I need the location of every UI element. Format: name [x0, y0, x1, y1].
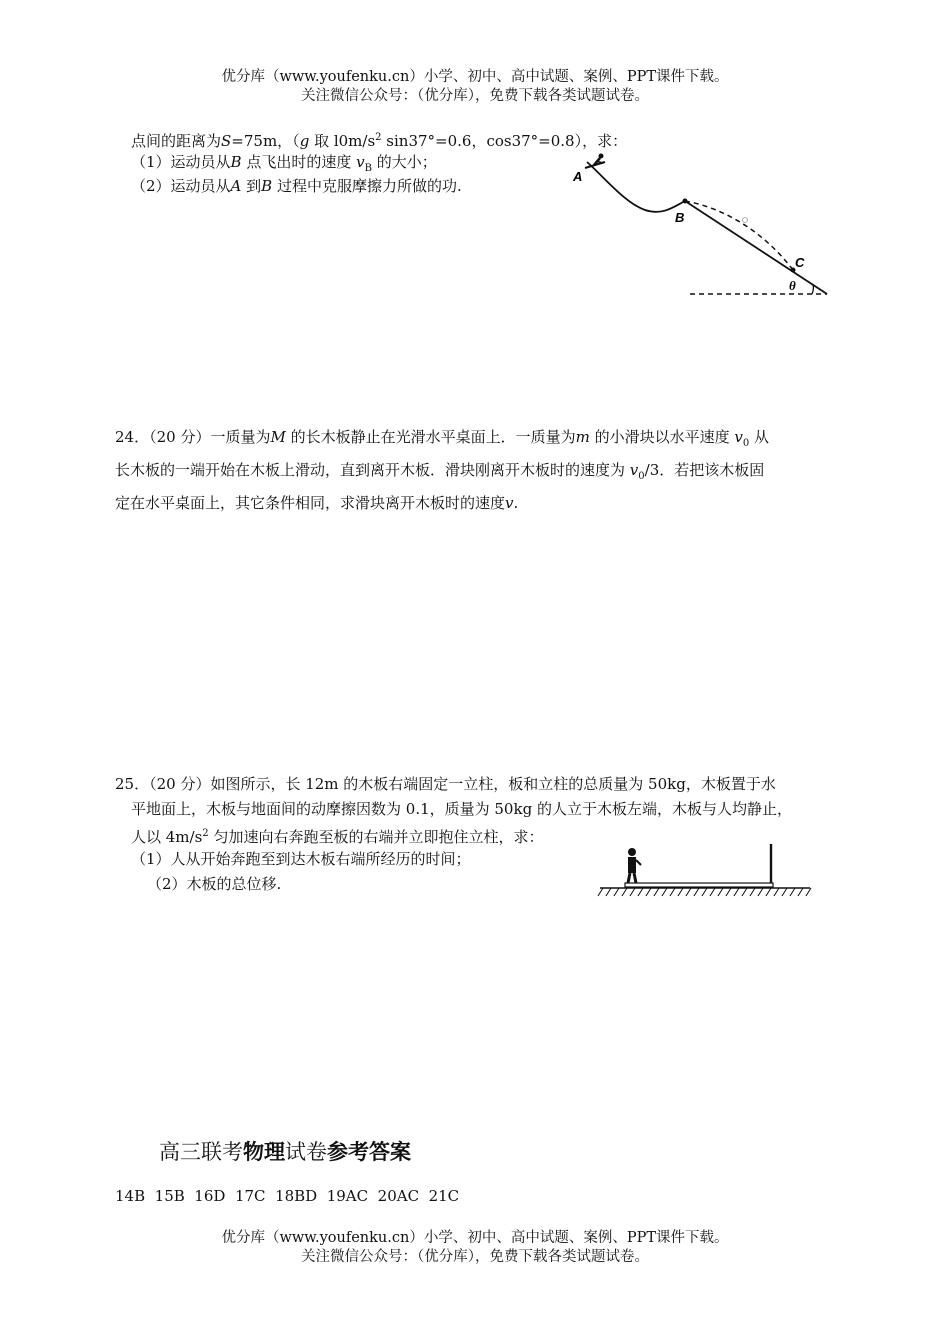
answers-title-a: 高三联考 [159, 1140, 243, 1164]
footer-line-1: 优分库（www.youfenku.cn）小学、初中、高中试题、案例、PPT课件下载。 [221, 1230, 729, 1246]
q23-intro-sup: 2 [375, 132, 382, 143]
answers-title [159, 1136, 411, 1166]
q24-l1-d: 从 [749, 428, 770, 446]
q24-l2-a: 长木板的一端开始在木板上滑动，直到离开木板．滑块刚离开木板时的速度为 [115, 461, 630, 479]
q24-line-1 [115, 424, 769, 457]
label-B: B [675, 210, 685, 225]
q23-intro [131, 126, 627, 153]
plank-figure [595, 838, 815, 900]
q24-l2-sub: 0 [638, 471, 645, 482]
ski-slope-figure [565, 148, 840, 303]
q24-l2-b: /3．若把该木板固 [644, 461, 765, 479]
page-footer [0, 1229, 950, 1267]
label-A: A [573, 169, 583, 184]
var-m: m [575, 428, 590, 446]
q24-l1-sub: 0 [742, 438, 750, 449]
point-B-dot [683, 199, 688, 204]
faint-mark [743, 218, 748, 223]
answers-list: 14B 15B 16D 17C 18BD 19AC 20AC 21C [115, 1187, 460, 1205]
q23-p1-post: 的大小； [371, 153, 437, 171]
var-v0: v [734, 428, 743, 446]
q24-l1-a: 24．（20 分）一质量为 [115, 428, 271, 446]
theta-arc [812, 284, 813, 294]
q25-l3-sup: 2 [202, 828, 209, 839]
person-icon [628, 848, 641, 883]
var-v: v [356, 153, 365, 171]
q24-l3-b: . [513, 494, 519, 512]
q25-part-1: （1）人从开始奔跑至到达木板右端所经历的时间； [131, 850, 471, 868]
answers-title-c: 试卷 [285, 1140, 327, 1164]
var-B-2: B [261, 177, 273, 195]
q24-l1-b: 的长木板静止在光滑水平桌面上．一质量为 [285, 428, 576, 446]
var-S: S [221, 132, 232, 150]
q24-l1-c: 的小滑块以水平速度 [589, 428, 735, 446]
var-g: g [299, 132, 310, 150]
q23-intro-rest: sin37°=0.6，cos37°=0.8），求： [381, 132, 628, 150]
q23-p1-pre: （1）运动员从 [131, 153, 231, 171]
var-v-final: v [505, 494, 514, 512]
q24-block [115, 424, 769, 517]
q23-part-2 [131, 174, 462, 198]
q25-l3-a: 人以 4m/s [131, 828, 203, 846]
header-line-1: 优分库（www.youfenku.cn）小学、初中、高中试题、案例、PPT课件下载。 [221, 69, 729, 85]
q25-line-3 [131, 822, 543, 849]
label-theta: θ [789, 278, 796, 293]
q23-p1-mid: 点飞出时的速度 [241, 153, 357, 171]
ground-hatching [598, 888, 811, 896]
q23-p1-sub: B [364, 163, 372, 174]
q25-line-1: 25．（20 分）如图所示，长 12m 的木板右端固定一立柱，板和立柱的总质量为 50kg，木板置于水 [115, 775, 776, 793]
wooden-plank [625, 883, 773, 887]
q23-p2-mid: 到 [241, 177, 262, 195]
q23-intro-eq: =75m，（ [231, 132, 300, 150]
header-line-2: 关注微信公众号：（优分库），免费下载各类试题试卷。 [301, 88, 649, 104]
var-B: B [230, 153, 242, 171]
var-M: M [270, 428, 286, 446]
q25-l3-b: 匀加速向右奔跑至板的右端并立即抱住立柱，求： [208, 828, 544, 846]
label-C: C [795, 255, 805, 270]
q24-line-3 [115, 490, 769, 517]
incline-line [685, 201, 827, 294]
q24-l3-a: 定在水平桌面上，其它条件相同，求滑块离开木板时的速度 [115, 494, 506, 512]
q25-part-2: （2）木板的总位移. [147, 875, 282, 893]
q23-intro-text: 点间的距离为 [131, 132, 222, 150]
q23-p2-pre: （2）运动员从 [131, 177, 231, 195]
q24-line-2 [115, 457, 769, 490]
q23-p2-post: 过程中克服摩擦力所做的功. [272, 177, 462, 195]
ski-track-curve [587, 162, 685, 212]
page-header [0, 68, 950, 106]
answers-title-b: 物理 [243, 1140, 285, 1164]
var-v0-2: v [629, 461, 639, 479]
q23-intro-take: 取 l0m/s [309, 132, 376, 150]
answers-title-d: 参考答案 [327, 1140, 411, 1164]
var-A: A [230, 177, 242, 195]
footer-line-2: 关注微信公众号：（优分库），免费下载各类试题试卷。 [301, 1249, 649, 1265]
skier-icon [585, 154, 605, 169]
q25-line-2: 平地面上，木板与地面间的动摩擦因数为 0.1，质量为 50kg 的人立于木板左端，木板与人均静止， [131, 800, 792, 818]
